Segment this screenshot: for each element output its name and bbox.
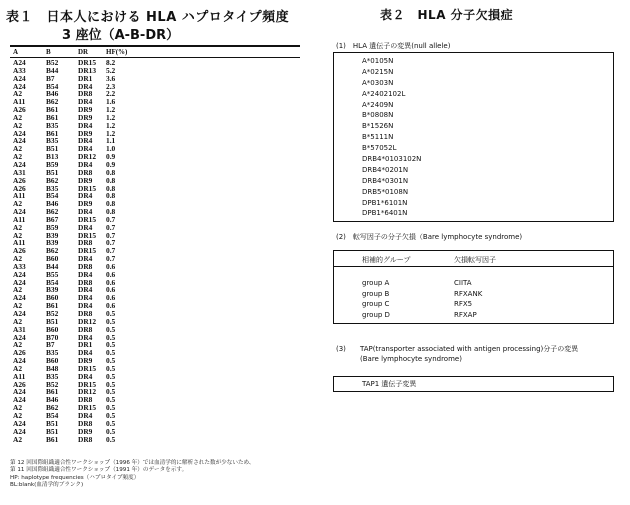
cell-hf: 0.7 [106,230,116,240]
cell-dr: DR12 [78,387,97,397]
section3-line1: TAP(transporter associated with antigen processing)分子の変異 [360,345,579,353]
tf-row [362,299,482,310]
cell-a: A11 [13,214,26,224]
cell-b: B51 [46,418,59,428]
cell-dr: DR4 [78,120,93,130]
footnote-line: BL:blank(血清学的ブランク) [10,481,84,488]
cell-dr: DR9 [78,426,93,436]
cell-a: A26 [13,183,26,193]
cell-a: A24 [13,332,26,342]
null-allele-item: A*0215N [362,67,394,76]
cell-dr: DR4 [78,301,93,311]
cell-a: A2 [13,89,23,99]
null-allele-item: DRB4*0201N [362,165,409,174]
cell-hf: 0.5 [106,356,116,366]
cell-a: A26 [13,379,26,389]
cell-hf: 0.7 [106,214,116,224]
section3-label [336,345,616,364]
cell-hf: 0.5 [106,379,116,389]
cell-b: B46 [46,199,59,209]
cell-hf: 1.1 [106,136,116,146]
cell-a: A31 [13,324,26,334]
cell-hf: 0.5 [106,403,116,413]
cell-a: A2 [13,434,23,444]
null-allele-item: A*2402102L [362,89,406,98]
cell-b: B61 [46,128,59,138]
cell-b: B7 [46,340,55,350]
cell-b: B44 [46,261,59,271]
null-allele-item: DPB1*6401N [362,209,408,218]
cell-a: A31 [13,167,26,177]
cell-dr: DR8 [78,167,93,177]
cell-dr: DR12 [78,152,97,162]
tf-group: group D [362,310,390,319]
cell-b: B54 [46,410,59,420]
cell-hf: 1.2 [106,128,116,138]
cell-dr: DR9 [78,105,93,115]
header-dr: DR [78,48,89,56]
cell-hf: 0.8 [106,191,116,201]
section3-number: (3) [336,345,346,353]
cell-b: B51 [46,426,59,436]
table1-subtitle: 3 座位（A-B-DR） [62,28,180,43]
cell-b: B44 [46,65,59,75]
tf-factor: CIITA [454,279,472,287]
cell-hf: 2.2 [106,89,116,99]
cell-b: B59 [46,222,59,232]
cell-a: A2 [13,152,23,162]
cell-dr: DR8 [78,418,93,428]
cell-a: A33 [13,65,26,75]
cell-b: B61 [46,301,59,311]
cell-hf: 0.6 [106,277,116,287]
cell-dr: DR4 [78,159,93,169]
null-allele-item: A*0303N [362,78,394,87]
cell-b: B62 [46,246,59,256]
tf-header-group: 相補的グループ [362,256,411,264]
cell-a: A2 [13,316,23,326]
cell-a: A24 [13,309,26,318]
cell-b: B46 [46,89,59,99]
cell-hf: 0.8 [106,183,116,193]
cell-dr: DR4 [78,410,93,420]
cell-hf: 0.8 [106,175,116,185]
cell-dr: DR4 [78,136,93,146]
cell-a: A2 [13,363,23,373]
tf-rows [362,278,482,320]
haplotype-table [10,45,300,443]
cell-dr: DR13 [78,65,97,75]
cell-dr: DR15 [78,214,97,224]
cell-dr: DR4 [78,254,93,264]
cell-hf: 2.3 [106,81,116,91]
transcription-factor-box [333,250,614,324]
tf-row [362,310,482,321]
cell-b: B54 [46,277,59,287]
null-allele-item: B*57052L [362,144,397,153]
null-allele-item: A*0105N [362,57,394,65]
cell-b: B35 [46,120,59,130]
cell-a: A24 [13,58,26,67]
cell-hf: 0.5 [106,340,116,350]
cell-a: A2 [13,120,23,130]
cell-dr: DR4 [78,207,93,217]
cell-a: A11 [13,191,26,201]
table-body [10,58,300,443]
tf-factor: RFXAP [454,310,477,319]
cell-b: B55 [46,269,59,279]
cell-hf: 0.5 [106,395,116,405]
cell-hf: 0.8 [106,167,116,177]
tap-box [333,376,614,392]
null-allele-box [333,52,614,222]
cell-a: A11 [13,238,26,248]
cell-a: A24 [13,128,26,138]
cell-dr: DR4 [78,144,93,154]
cell-dr: DR8 [78,261,93,271]
cell-b: B70 [46,332,59,342]
cell-a: A2 [13,301,23,311]
cell-hf: 0.6 [106,301,116,311]
cell-a: A24 [13,159,26,169]
cell-hf: 1.2 [106,120,116,130]
cell-dr: DR1 [78,340,93,350]
cell-hf: 1.6 [106,97,116,107]
cell-hf: 0.6 [106,269,116,279]
table-header [10,47,300,58]
cell-hf: 0.7 [106,254,116,264]
cell-b: B59 [46,159,59,169]
tf-group: group B [362,289,390,298]
cell-hf: 0.5 [106,363,116,373]
cell-b: B62 [46,403,59,413]
tf-factor: RFX5 [454,300,473,308]
cell-a: A11 [13,97,26,107]
tf-row [362,278,482,289]
cell-dr: DR9 [78,356,93,366]
cell-hf: 0.5 [106,332,116,342]
cell-hf: 1.2 [106,105,116,115]
cell-b: B54 [46,191,59,201]
section1-label: (1) HLA 遺伝子の変異(null allele) [336,42,451,50]
cell-b: B61 [46,105,59,115]
cell-b: B46 [46,395,59,405]
cell-hf: 0.6 [106,285,116,295]
cell-hf: 1.0 [106,144,116,154]
cell-dr: DR8 [78,395,93,405]
cell-dr: DR4 [78,222,93,232]
cell-dr: DR15 [78,58,97,67]
footnote-line: HP: haplotype frequencies（ハプロタイプ頻度） [10,474,140,481]
cell-dr: DR8 [78,324,93,334]
tf-header-rule [334,266,613,267]
tf-header-factor: 欠損転写因子 [454,256,496,264]
cell-dr: DR9 [78,175,93,185]
cell-a: A2 [13,144,23,154]
cell-hf: 3.6 [106,73,116,83]
tf-group: group A [362,279,390,287]
cell-a: A24 [13,293,26,303]
table1-footnotes [10,460,310,489]
cell-hf: 0.9 [106,159,116,169]
table2-title: 表２ HLA 分子欠損症 [380,8,514,22]
cell-dr: DR4 [78,371,93,381]
tf-row [362,289,482,300]
cell-hf: 0.5 [106,387,116,397]
header-hf: HF(%) [106,48,128,56]
cell-hf: 0.5 [106,371,116,381]
cell-a: A24 [13,73,26,83]
cell-b: B52 [46,309,59,318]
cell-b: B13 [46,152,59,162]
cell-dr: DR4 [78,81,93,91]
section3-line2: (Bare lymphocyte syndrome) [360,354,462,363]
cell-hf: 0.5 [106,426,116,436]
cell-dr: DR4 [78,191,93,201]
cell-dr: DR15 [78,379,97,389]
cell-b: B61 [46,387,59,397]
cell-dr: DR15 [78,230,97,240]
cell-a: A26 [13,105,26,115]
cell-b: B35 [46,371,59,381]
cell-a: A24 [13,395,26,405]
cell-a: A26 [13,175,26,185]
cell-a: A24 [13,387,26,397]
cell-hf: 0.5 [106,316,116,326]
cell-dr: DR15 [78,403,97,413]
cell-hf: 0.5 [106,348,116,358]
cell-hf: 0.6 [106,293,116,303]
null-allele-item: DRB4*0103102N [362,155,422,164]
cell-hf: 0.7 [106,246,116,256]
null-allele-item: DRB4*0301N [362,176,409,185]
tf-factor: RFXANK [454,289,483,298]
null-allele-item: B*5111N [362,133,394,142]
cell-dr: DR4 [78,332,93,342]
cell-a: A24 [13,277,26,287]
cell-hf: 0.5 [106,434,116,444]
cell-hf: 5.2 [106,65,116,75]
cell-a: A24 [13,269,26,279]
cell-a: A24 [13,356,26,366]
cell-b: B35 [46,183,59,193]
cell-b: B62 [46,207,59,217]
cell-dr: DR4 [78,348,93,358]
cell-b: B60 [46,254,59,264]
footnote-line: 第 11 回国際組織適合性ワークショップ（1991 年）のデータを示す。 [10,467,188,474]
cell-a: A2 [13,222,23,232]
cell-dr: DR8 [78,89,93,99]
cell-dr: DR12 [78,316,97,326]
cell-b: B61 [46,112,59,122]
cell-hf: 0.5 [106,410,116,420]
cell-b: B48 [46,363,59,373]
cell-dr: DR4 [78,293,93,303]
cell-dr: DR4 [78,269,93,279]
cell-b: B61 [46,434,59,444]
cell-hf: 0.8 [106,207,116,217]
section2-label: (2) 転写因子の分子欠損（Bare lymphocyte syndrome) [336,233,523,241]
cell-b: B60 [46,324,59,334]
cell-dr: DR15 [78,183,97,193]
cell-hf: 0.6 [106,261,116,271]
cell-a: A2 [13,112,23,122]
cell-dr: DR9 [78,112,93,122]
footnote-line: 第 12 回国際組織適合性ワークショップ（1996 年）では血清学的に解析された数が少ないため、 [10,460,255,466]
cell-a: A24 [13,81,26,91]
cell-a: A11 [13,371,26,381]
null-allele-item: DRB5*0108N [362,187,409,196]
cell-b: B39 [46,238,59,248]
null-allele-list [362,56,421,219]
null-allele-item: B*0808N [362,111,394,120]
cell-dr: DR1 [78,73,93,83]
cell-b: B52 [46,58,59,67]
null-allele-item: B*1526N [362,122,394,131]
cell-hf: 8.2 [106,58,116,67]
cell-b: B54 [46,81,59,91]
header-b: B [46,48,51,56]
table-row [10,436,300,444]
cell-a: A33 [13,261,26,271]
cell-b: B52 [46,379,59,389]
cell-b: B60 [46,356,59,366]
cell-a: A24 [13,426,26,436]
cell-a: A2 [13,254,23,264]
cell-dr: DR4 [78,97,93,107]
cell-hf: 0.5 [106,309,116,318]
cell-dr: DR9 [78,199,93,209]
cell-hf: 0.9 [106,152,116,162]
cell-a: A2 [13,403,23,413]
cell-b: B39 [46,285,59,295]
cell-b: B51 [46,144,59,154]
cell-b: B51 [46,316,59,326]
cell-dr: DR8 [78,309,93,318]
cell-b: B60 [46,293,59,303]
tap-gene-mutation: TAP1 遺伝子変異 [362,380,417,388]
cell-b: B7 [46,73,55,83]
cell-b: B67 [46,214,59,224]
cell-dr: DR8 [78,434,93,444]
cell-a: A2 [13,285,23,295]
cell-a: A2 [13,199,23,209]
cell-a: A24 [13,207,26,217]
cell-hf: 0.5 [106,418,116,428]
null-allele-item: DPB1*6101N [362,198,408,207]
null-allele-item: A*2409N [362,100,394,109]
cell-dr: DR8 [78,277,93,287]
cell-a: A2 [13,410,23,420]
cell-dr: DR9 [78,128,93,138]
cell-dr: DR8 [78,238,93,248]
cell-a: A24 [13,418,26,428]
cell-b: B35 [46,136,59,146]
cell-dr: DR4 [78,285,93,295]
cell-dr: DR15 [78,246,97,256]
cell-b: B39 [46,230,59,240]
cell-hf: 0.8 [106,199,116,209]
tf-header [362,255,496,265]
cell-b: B51 [46,167,59,177]
cell-b: B35 [46,348,59,358]
cell-a: A2 [13,230,23,240]
header-a: A [13,48,19,56]
cell-b: B62 [46,97,59,107]
cell-hf: 1.2 [106,112,116,122]
cell-a: A26 [13,246,26,256]
cell-hf: 0.5 [106,324,116,334]
cell-a: A2 [13,340,23,350]
cell-dr: DR15 [78,363,97,373]
tf-group: group C [362,300,390,308]
cell-hf: 0.7 [106,222,116,232]
cell-a: A26 [13,348,26,358]
cell-a: A24 [13,136,26,146]
table1-title: 表１ 日本人における HLA ハプロタイプ頻度 [6,10,290,25]
cell-hf: 0.7 [106,238,116,248]
cell-b: B62 [46,175,59,185]
